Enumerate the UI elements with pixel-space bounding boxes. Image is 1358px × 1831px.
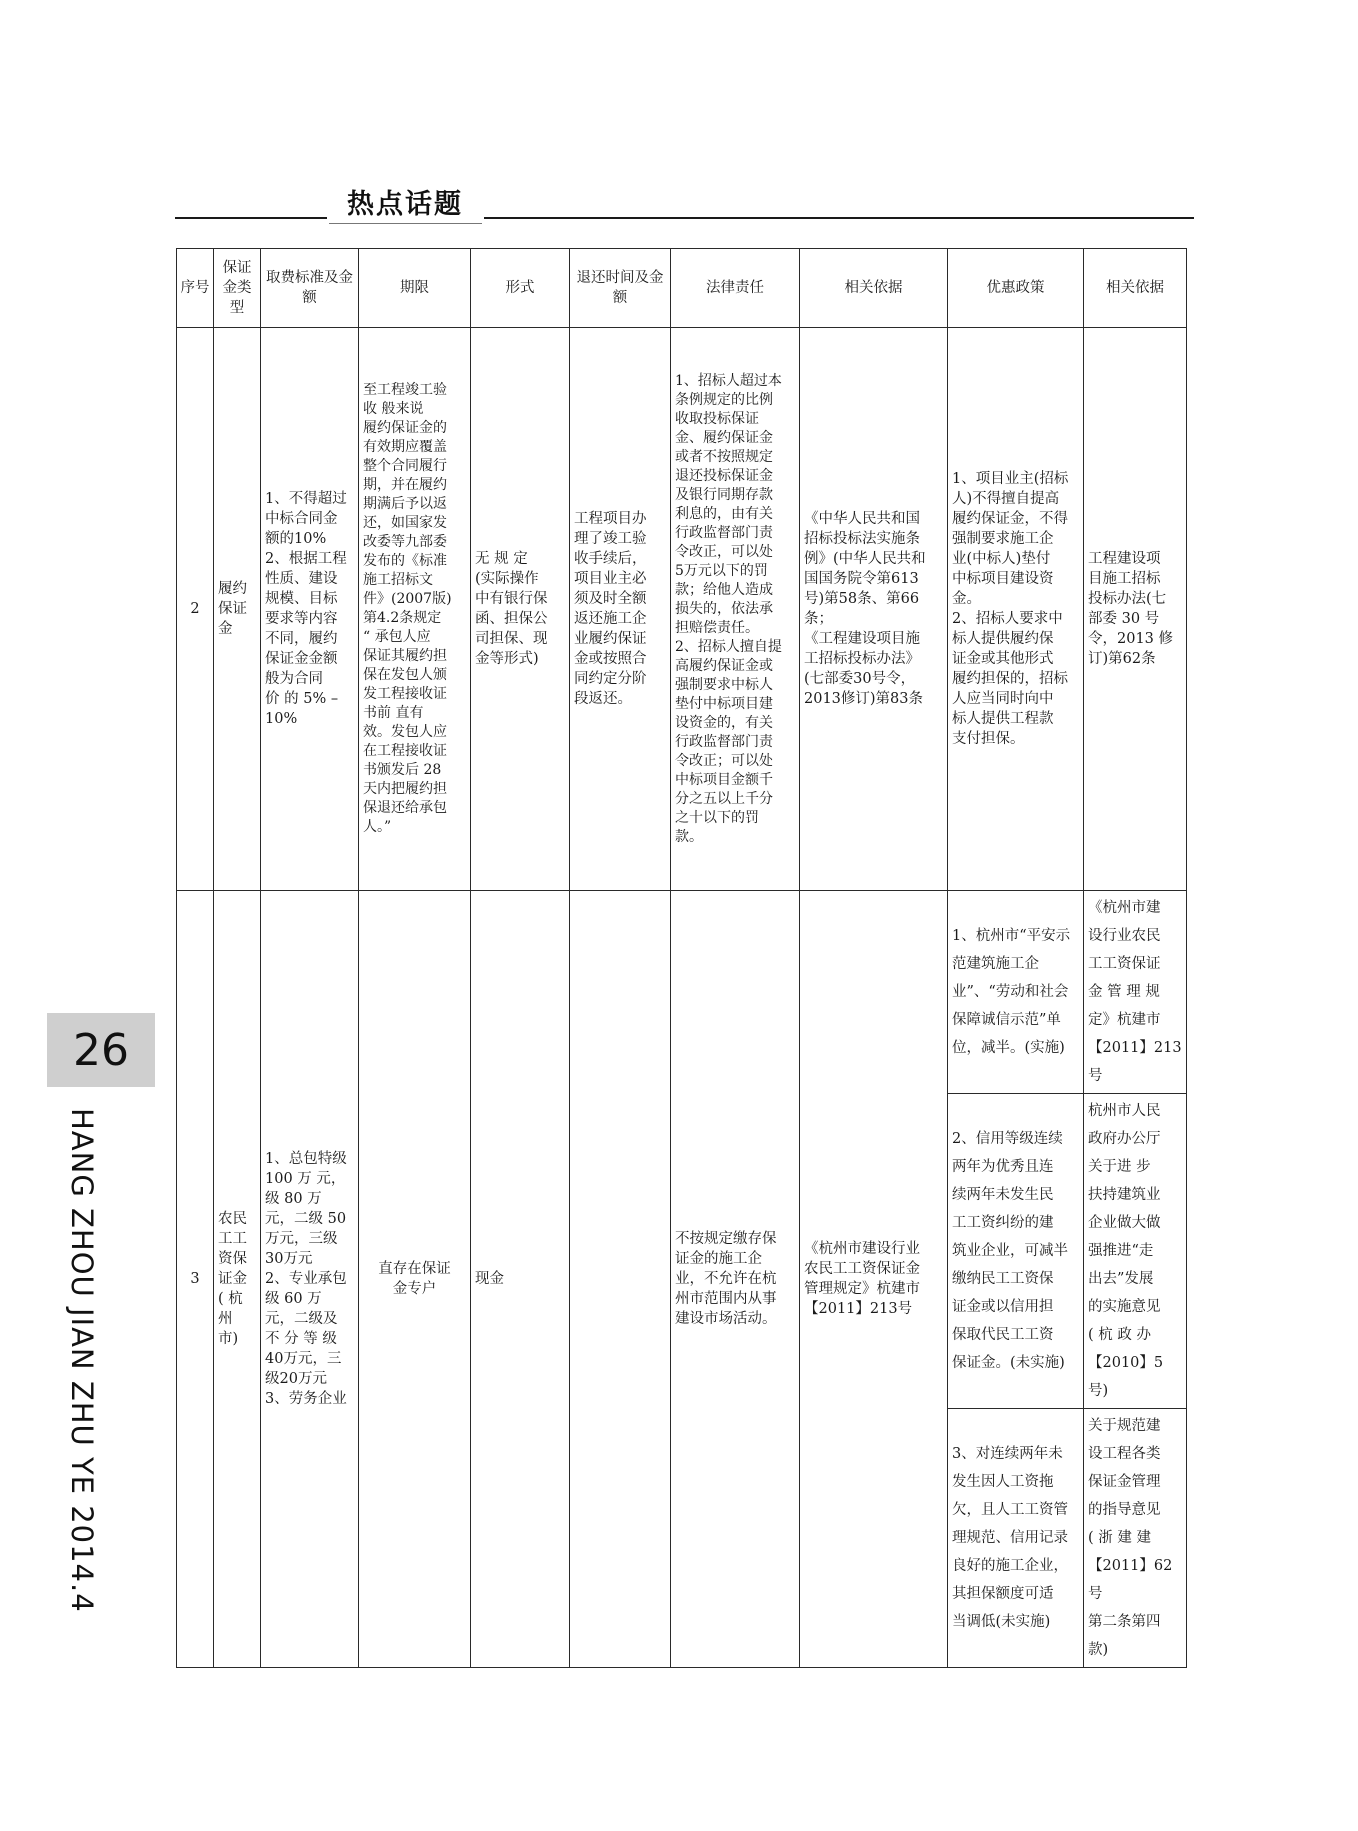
- row2-type: 履约 保证 金: [214, 328, 261, 891]
- row2-standard: 1、不得超过 中标合同金 额的10% 2、根据工程 性质、建设 规模、目标 要求等内容 不同，履约 保证金金额 般为合同 价 的 5% – 10%: [261, 328, 359, 891]
- row3-policy-1: 1、杭州市“平安示 范建筑施工企 业”、“劳动和社会 保障诚信示范”单 位，减半。(实施): [948, 891, 1084, 1094]
- row3-standard: 1、总包特级 100 万 元， 级 80 万 元，二级 50 万元，三级 30万元 2、专业承包 级 60 万 元，二级及 不 分 等 级 40万元，三 级20万元 3、劳务企业: [261, 891, 359, 1668]
- table-row-wage-deposit: [177, 891, 1187, 1094]
- row2-no: 2: [177, 328, 214, 891]
- col-header-no: 序号: [177, 249, 214, 328]
- row3-form: 现金: [471, 891, 570, 1668]
- row2-basis: 《中华人民共和国 招标投标法实施条 例》(中华人民共和 国国务院令第613 号)第58条、第66 条； 《工程建设项目施 工招标投标办法》 (七部委30号令， 2013修订)第83条: [800, 328, 948, 891]
- row2-policy-basis: 工程建设项 目施工招标 投标办法(七 部委 30 号 令，2013 修 订)第62条: [1084, 328, 1187, 891]
- row2-liability: 1、招标人超过本 条例规定的比例 收取投标保证 金、履约保证金 或者不按照规定 退还投标保证金 及银行同期存款 利息的，由有关 行政监督部门责 令改正，可以处 5万元以下的罚 款；给他人造成 损失的，依法承 担赔偿责任。 2、招标人擅自提 高履约保证金或 强制要求中标人 垫付中标项目建 设资金的，有关 行政监督部门责 令改正；可以处 中标项目金额千 分之五以上千分 之十以下的罚 款。: [671, 328, 800, 891]
- row3-liability: 不按规定缴存保 证金的施工企 业，不允许在杭 州市范围内从事 建设市场活动。: [671, 891, 800, 1668]
- row2-refund: 工程项目办 理了竣工验 收手续后， 项目业主必 须及时全额 返还施工企 业履约保证 金或按照合 同约定分阶 段返还。: [570, 328, 671, 891]
- row2-policy: 1、项目业主(招标 人)不得擅自提高 履约保证金，不得 强制要求施工企 业(中标人)垫付 中标项目建设资 金。 2、招标人要求中 标人提供履约保 证金或其他形式 履约担保的，招标 人应当同时向中 标人提供工程款 支付担保。: [948, 328, 1084, 891]
- section-title: 热点话题: [347, 189, 463, 220]
- row3-period: 直存在保证 金专户: [359, 891, 471, 1668]
- row2-form: 无 规 定 (实际操作 中有银行保 函、担保公 司担保、现 金等形式): [471, 328, 570, 891]
- row3-basis: 《杭州市建设行业 农民工工资保证金 管理规定》杭建市 【2011】213号: [800, 891, 948, 1668]
- col-header-policy: 优惠政策: [948, 249, 1084, 328]
- col-header-refund: 退还时间及金额: [570, 249, 671, 328]
- table-row-performance-bond: [177, 328, 1187, 891]
- header-title-underline: [329, 223, 482, 224]
- row3-policy-2: 2、信用等级连续 两年为优秀且连 续两年未发生民 工工资纠纷的建 筑业企业，可减半 缴纳民工工资保 证金或以信用担 保取代民工工资 保证金。(未实施): [948, 1094, 1084, 1409]
- row3-policy-basis-2: 杭州市人民 政府办公厅 关于进 步 扶持建筑业 企业做大做 强推进“走 出去”发展 的实施意见 ( 杭 政 办 【2010】5号): [1084, 1094, 1187, 1409]
- row3-policy-3: 3、对连续两年未 发生因人工资拖 欠，且人工工资管 理规范、信用记录 良好的施工企业， 其担保额度可适 当调低(未实施): [948, 1409, 1084, 1668]
- page-number: 26: [47, 1013, 155, 1087]
- row2-period: 至工程竣工验 收 般来说 履约保证金的 有效期应覆盖 整个合同履行 期，并在履约 期满后予以返 还，如国家发 改委等九部委 发布的《标准 施工招标文 件》(2007版) 第4.2条规定 “ 承包人应 保证其履约担 保在发包人颁 发工程接收证 书前 直有 效。发包人应 在工程接收证 书颁发后 28 天内把履约担 保退还给承包 人。”: [359, 328, 471, 891]
- magazine-name: HANG ZHOU JIAN ZHU YE 2014.4: [65, 1108, 99, 1613]
- col-header-type: 保证金类型: [214, 249, 261, 328]
- row3-policy-basis-3: 关于规范建 设工程各类 保证金管理 的指导意见 ( 浙 建 建 【2011】62 号 第二条第四 款): [1084, 1409, 1187, 1668]
- col-header-period: 期限: [359, 249, 471, 328]
- col-header-liability: 法律责任: [671, 249, 800, 328]
- header-rule-left: [175, 217, 327, 219]
- deposit-policy-table: [176, 248, 1187, 1668]
- row3-type: 农民 工工 资保 证金 ( 杭 州 市): [214, 891, 261, 1668]
- row3-refund: [570, 891, 671, 1668]
- header-rule-right: [484, 217, 1194, 219]
- col-header-standard: 取费标准及金额: [261, 249, 359, 328]
- table-header-row: [177, 249, 1187, 328]
- col-header-policy-basis: 相关依据: [1084, 249, 1187, 328]
- row3-no: 3: [177, 891, 214, 1668]
- col-header-basis: 相关依据: [800, 249, 948, 328]
- row3-policy-basis-1: 《杭州市建 设行业农民 工工资保证 金 管 理 规 定》杭建市 【2011】213 号: [1084, 891, 1187, 1094]
- col-header-form: 形式: [471, 249, 570, 328]
